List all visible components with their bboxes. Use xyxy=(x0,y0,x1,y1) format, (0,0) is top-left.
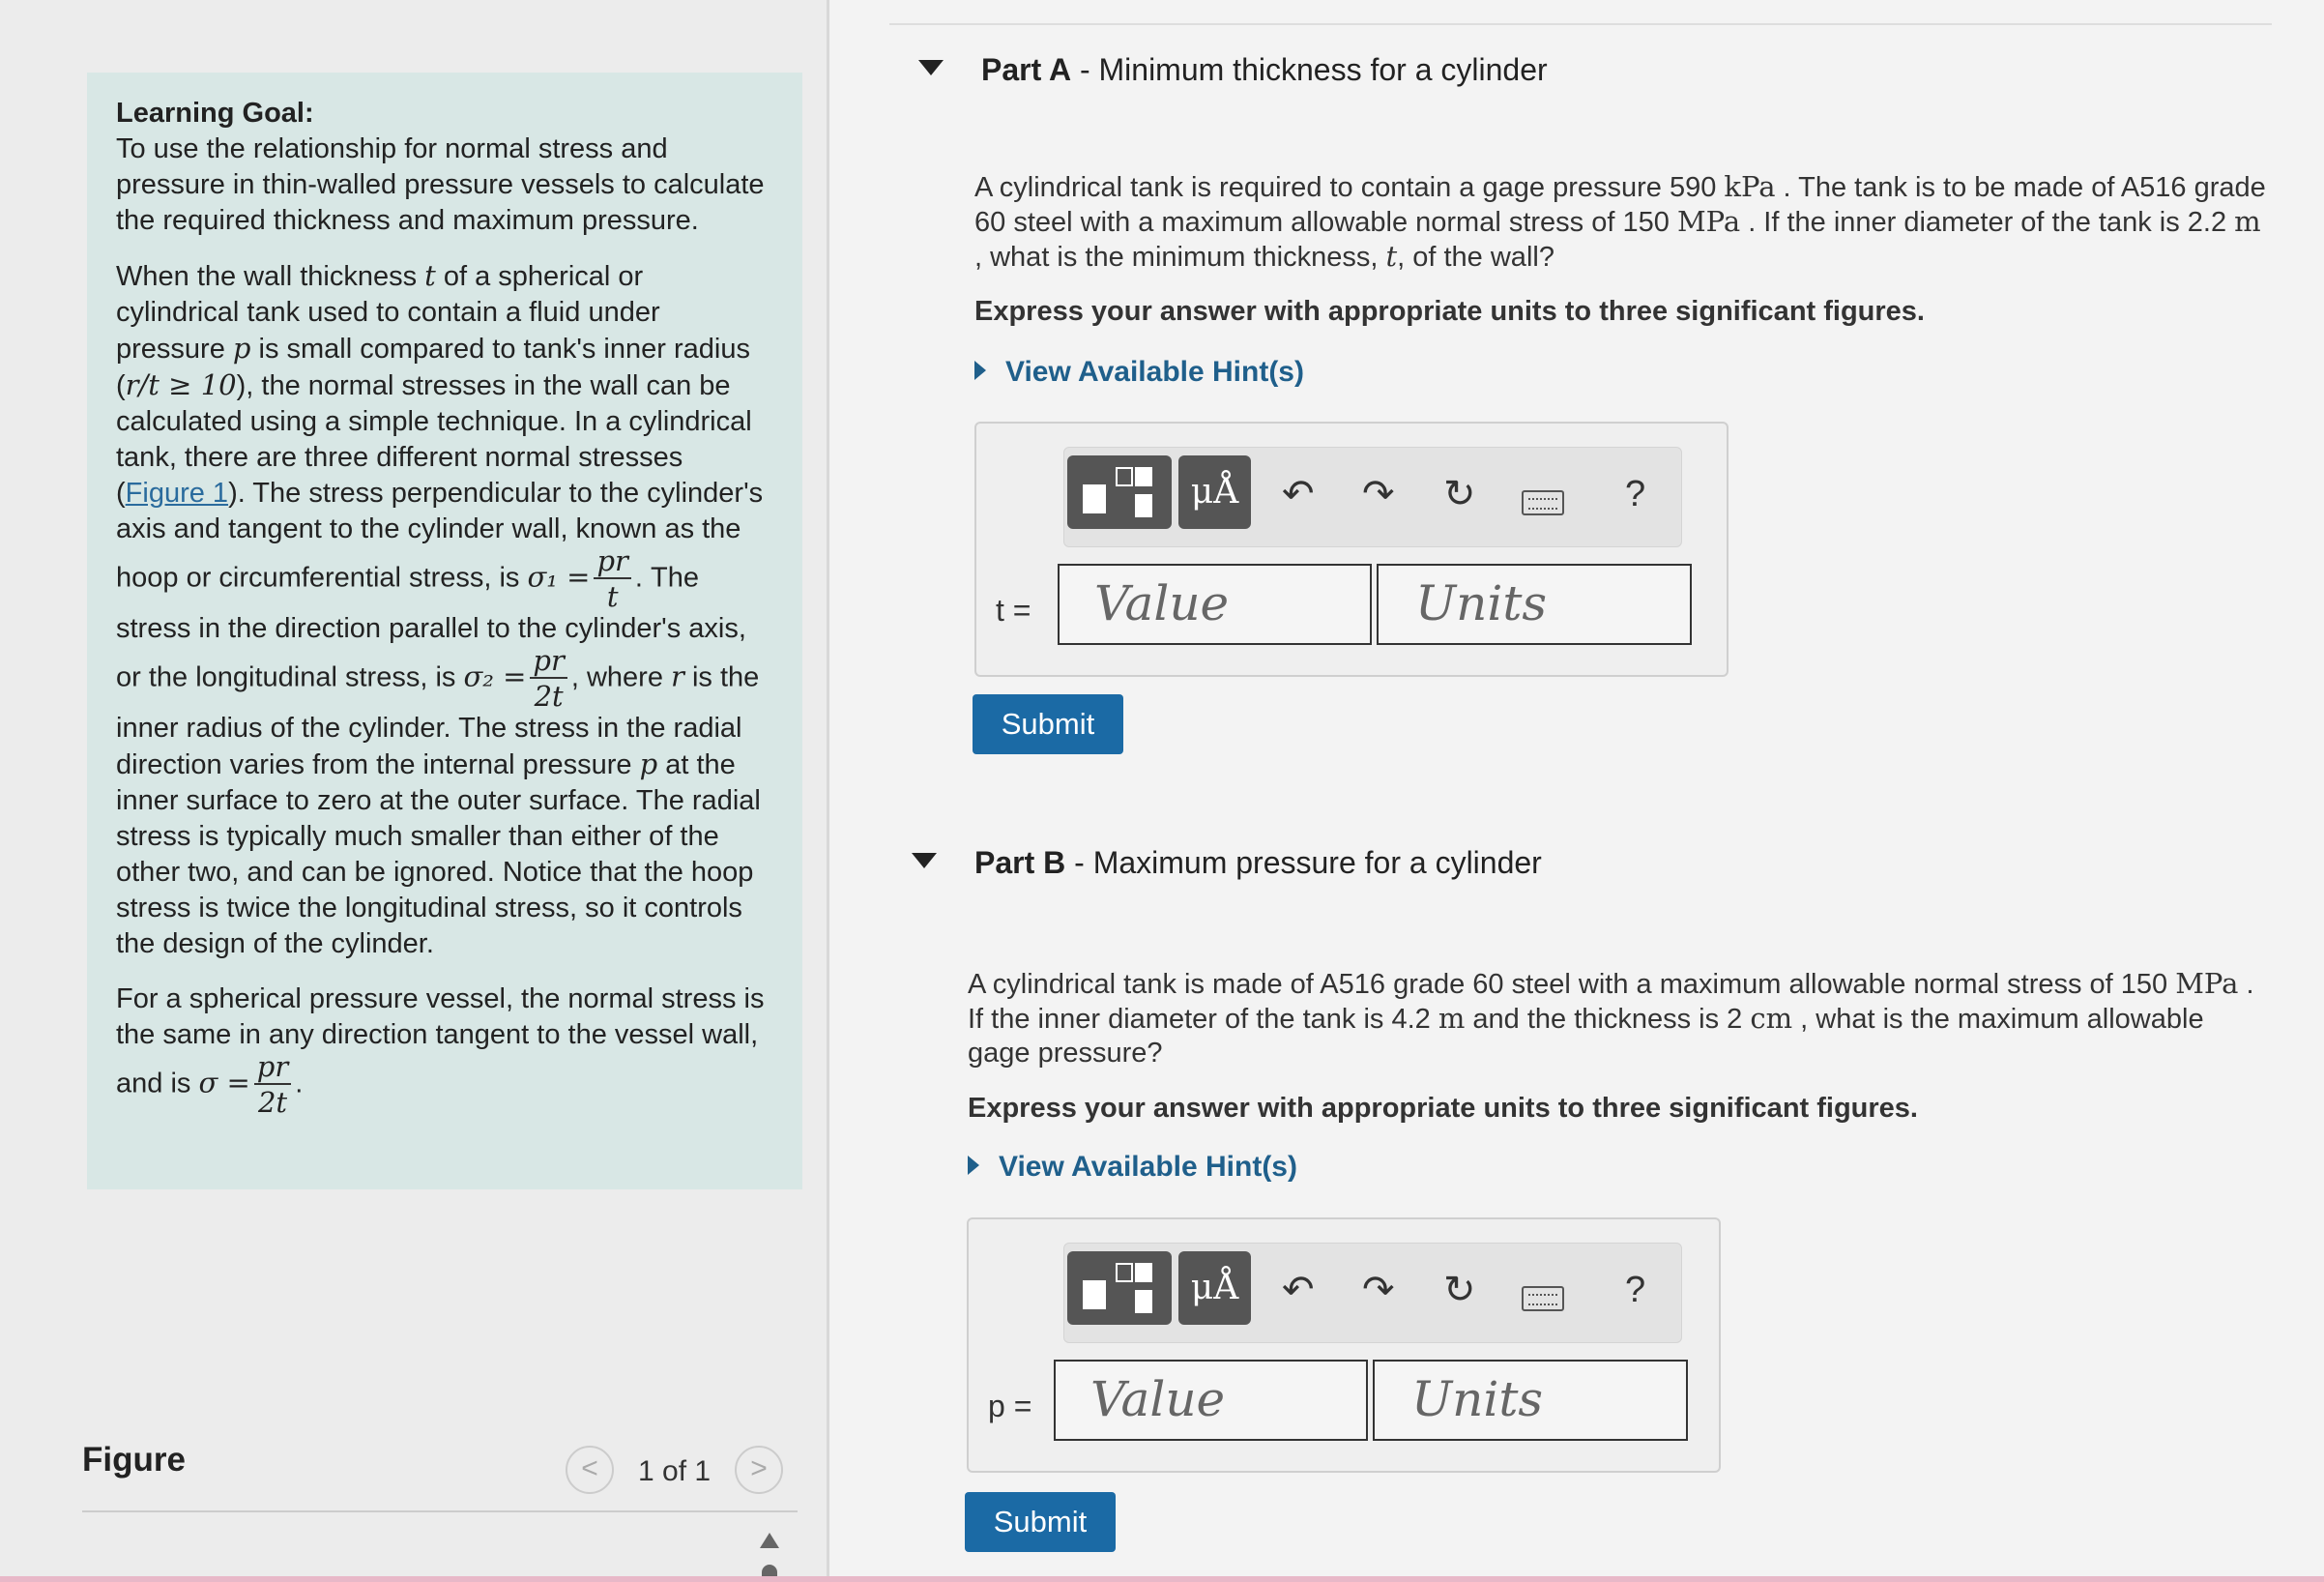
part-b-math-toolbar xyxy=(1063,1243,1682,1343)
part-a-value-input[interactable]: Value xyxy=(1058,564,1372,645)
part-b-variable-label: p = xyxy=(988,1389,1032,1423)
templates-icon-bottom xyxy=(1135,494,1152,517)
text-span: , what is the minimum thickness, xyxy=(974,242,1386,273)
figure-next-button[interactable]: > xyxy=(735,1446,783,1494)
frac-den: 2t xyxy=(257,1086,288,1119)
frac-den: t xyxy=(606,580,619,613)
learning-goal-text: To use the relationship for normal stress and pressure in thin-walled pressure vessels to calculate the required thickness and maximum pressure. xyxy=(116,133,765,236)
frac-num: pr xyxy=(530,647,566,679)
bottom-accent-line xyxy=(0,1576,2324,1582)
math-var: r xyxy=(671,659,684,693)
math-var: p xyxy=(232,332,251,365)
part-b-submit-button[interactable]: Submit xyxy=(965,1492,1116,1552)
part-b-hint-toggle[interactable] xyxy=(968,1151,1297,1184)
text-span: ), the normal stresses in the wall can be calculated using a simple technique. In a cylindrical tank, there are three different normal stresses ( xyxy=(116,370,752,509)
part-a-math-toolbar xyxy=(1063,447,1682,547)
part-b-instructions: Express your answer with appropriate units to three significant figures. xyxy=(968,1093,1918,1124)
stress-explanation xyxy=(116,258,773,962)
unit-mpa: MPa xyxy=(2175,967,2239,1000)
part-b-letter: Part B xyxy=(974,845,1066,880)
figure-divider xyxy=(82,1510,798,1512)
help-icon[interactable]: ? xyxy=(1625,474,1646,514)
part-b-subtitle: - Maximum pressure for a cylinder xyxy=(1065,845,1542,880)
hint-label: View Available Hint(s) xyxy=(1005,356,1304,388)
part-a-answer-box xyxy=(974,422,1728,677)
text-span: of a spherical or cylindrical tank used to contain a fluid under pressure xyxy=(116,261,660,365)
scroll-up-arrow-icon[interactable] xyxy=(760,1533,779,1548)
text-span: When the wall thickness xyxy=(116,261,425,292)
learning-goal-box xyxy=(87,73,802,1189)
figure-page-counter: 1 of 1 xyxy=(638,1455,712,1487)
reset-icon[interactable]: ↻ xyxy=(1443,1269,1476,1311)
templates-icon-top xyxy=(1135,1263,1152,1282)
text-span: . If the inner diameter of the tank is 2.2 xyxy=(1740,207,2235,238)
hint-label: View Available Hint(s) xyxy=(999,1151,1297,1183)
part-a-problem-text xyxy=(974,170,2270,275)
unit-cm: cm xyxy=(1750,1002,1793,1035)
math-sigma2: σ₂ = xyxy=(463,659,527,693)
top-divider xyxy=(889,23,2272,25)
text-span: , of the wall? xyxy=(1397,242,1554,273)
text-span: , where xyxy=(570,661,672,693)
math-sigma1: σ₁ = xyxy=(527,560,591,594)
templates-icon-bottom xyxy=(1135,1290,1152,1313)
unit-m: m xyxy=(1438,1002,1466,1035)
figure-prev-button[interactable]: < xyxy=(566,1446,614,1494)
text-span: . The stress in the direction parallel to the cylinder's axis, or the longitudinal stress, is xyxy=(116,562,746,693)
undo-icon[interactable]: ↶ xyxy=(1282,473,1315,515)
part-a-title[interactable] xyxy=(981,52,1548,88)
text-span: . The tank is to be made of A516 grade 60 steel with a maximum allowable normal stress of 150 xyxy=(974,172,2266,238)
part-b-title[interactable] xyxy=(974,845,1542,881)
math-ratio: r/t ≥ 10 xyxy=(125,368,237,401)
unit-kpa: kPa xyxy=(1724,170,1776,203)
frac-den: 2t xyxy=(534,680,564,713)
templates-icon xyxy=(1083,484,1106,513)
keyboard-icon[interactable] xyxy=(1522,490,1564,515)
learning-goal-title: Learning Goal: xyxy=(116,98,314,129)
templates-icon xyxy=(1083,1280,1106,1309)
text-span: and the thickness is 2 xyxy=(1465,1004,1751,1035)
expand-triangle-icon xyxy=(974,361,986,380)
part-a-variable-label: t = xyxy=(996,593,1031,628)
math-var: p xyxy=(639,747,658,780)
help-icon[interactable]: ? xyxy=(1625,1270,1646,1310)
reset-icon[interactable]: ↻ xyxy=(1443,473,1476,515)
templates-icon-box xyxy=(1116,467,1133,486)
text-span: is the inner radius of the cylinder. The stress in the radial direction varies from the internal pressure xyxy=(116,661,760,780)
templates-button[interactable] xyxy=(1067,455,1172,529)
part-a-units-input[interactable]: Units xyxy=(1377,564,1692,645)
unit-m: m xyxy=(2234,205,2261,238)
pane-divider[interactable] xyxy=(827,0,829,1582)
left-pane xyxy=(0,0,827,1582)
fraction-pr-over-2t xyxy=(530,644,566,713)
templates-button[interactable] xyxy=(1067,1251,1172,1325)
part-b-answer-box xyxy=(967,1217,1721,1473)
templates-icon-top xyxy=(1135,467,1152,486)
fraction-pr-over-2t xyxy=(254,1050,291,1119)
fraction-pr-over-t xyxy=(594,544,630,613)
part-a-collapse-caret-icon[interactable] xyxy=(918,60,944,75)
part-b-value-input[interactable]: Value xyxy=(1054,1360,1368,1441)
part-a-hint-toggle[interactable] xyxy=(974,356,1304,389)
text-span: , what is the maximum allowable gage pressure? xyxy=(968,1004,2204,1069)
part-a-subtitle: - Minimum thickness for a cylinder xyxy=(1071,52,1548,87)
math-sigma: σ = xyxy=(198,1066,250,1099)
units-button[interactable]: μÅ xyxy=(1178,1251,1251,1325)
part-b-problem-text xyxy=(968,967,2263,1070)
part-a-submit-button[interactable]: Submit xyxy=(973,694,1123,754)
frac-num: pr xyxy=(254,1053,291,1085)
expand-triangle-icon xyxy=(968,1156,979,1175)
part-b-units-input[interactable]: Units xyxy=(1373,1360,1688,1441)
templates-icon-box xyxy=(1116,1263,1133,1282)
math-var: t xyxy=(424,259,436,292)
math-var: t xyxy=(1385,240,1398,273)
text-span: . xyxy=(295,1068,304,1099)
spherical-explanation xyxy=(116,981,773,1117)
text-span: A cylindrical tank is made of A516 grade 60 steel with a maximum allowable normal stress of 150 xyxy=(968,969,2176,1000)
figure-1-link[interactable]: Figure 1 xyxy=(125,478,229,509)
undo-icon[interactable]: ↶ xyxy=(1282,1269,1315,1311)
text-span: . If the inner diameter of the tank is 4.2 xyxy=(968,969,2254,1035)
units-button[interactable]: μÅ xyxy=(1178,455,1251,529)
part-a-letter: Part A xyxy=(981,52,1072,87)
text-span: A cylindrical tank is required to contain a gage pressure 590 xyxy=(974,172,1725,203)
text-span: is small compared to tank's inner radius ( xyxy=(116,334,750,401)
unit-mpa: MPa xyxy=(1676,205,1741,238)
text-span: For a spherical pressure vessel, the normal stress is the same in any direction tangent to the vessel wall, and is xyxy=(116,983,765,1099)
part-a-instructions: Express your answer with appropriate units to three significant figures. xyxy=(974,296,1925,327)
frac-num: pr xyxy=(594,547,630,579)
keyboard-icon[interactable] xyxy=(1522,1286,1564,1311)
text-span: ). The stress perpendicular to the cylinder's axis and tangent to the cylinder wall, known as the hoop or circumferential stress, is xyxy=(116,478,764,594)
redo-icon[interactable]: ↷ xyxy=(1362,473,1395,515)
learning-goal-intro xyxy=(116,96,773,239)
figure-label: Figure xyxy=(82,1441,186,1479)
redo-icon[interactable]: ↷ xyxy=(1362,1269,1395,1311)
part-b-collapse-caret-icon[interactable] xyxy=(912,853,937,868)
text-span: at the inner surface to zero at the outer surface. The radial stress is typically much smaller than either of the other two, and can be ignored. Notice that the hoop stress is twice the longitudinal stress, so it controls the design of the cylinder. xyxy=(116,749,761,959)
